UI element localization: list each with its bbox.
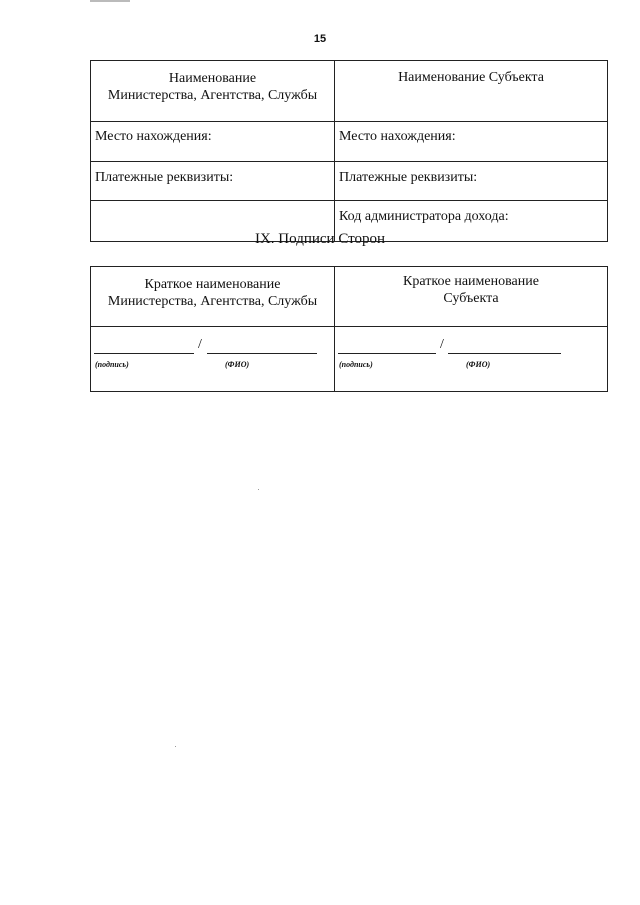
ministry-short-name-header [91,267,335,327]
subject-payment-details-cell: Платежные реквизиты: [335,162,608,201]
party-details-table [90,60,608,242]
ministry-name-header-line2: Министерства, Агентства, Службы [107,88,318,103]
ministry-name-header-line1: Наименование [168,71,257,86]
ministry-short-name-line1: Краткое наименование [144,277,281,292]
ministry-payment-details-cell: Платежные реквизиты: [91,162,335,201]
subject-short-name-line1: Краткое наименование [403,274,539,289]
section-title: IX. Подписи Сторон [254,231,386,247]
subject-signature-block [335,327,608,392]
scan-speck [258,489,259,490]
revenue-admin-code-cell: Код администратора дохода: [335,201,608,242]
subject-name-header: Наименование Субъекта [335,61,608,122]
ministry-signature-caption: (подпись) [95,360,129,369]
ministry-location-cell: Место нахождения: [91,122,335,162]
subject-signature-line [338,353,436,354]
subject-location-cell: Место нахождения: [335,122,608,162]
signatures-table [90,266,608,392]
subject-slash: / [440,337,444,352]
ministry-short-name-line2: Министерства, Агентства, Службы [107,294,318,309]
page-number: 15 [313,33,327,45]
ministry-name-header [91,61,335,122]
ministry-slash: / [198,337,202,352]
subject-name-caption: (ФИО) [466,360,491,369]
ministry-name-line [207,353,317,354]
subject-short-name-header [335,267,608,327]
scan-edge-mark [90,0,130,2]
ministry-name-caption: (ФИО) [225,360,250,369]
subject-signature-caption: (подпись) [339,360,373,369]
ministry-signature-block [91,327,335,392]
subject-short-name-line2: Субъекта [443,291,499,306]
ministry-signature-line [94,353,194,354]
subject-name-line [448,353,561,354]
scan-speck [175,746,176,747]
